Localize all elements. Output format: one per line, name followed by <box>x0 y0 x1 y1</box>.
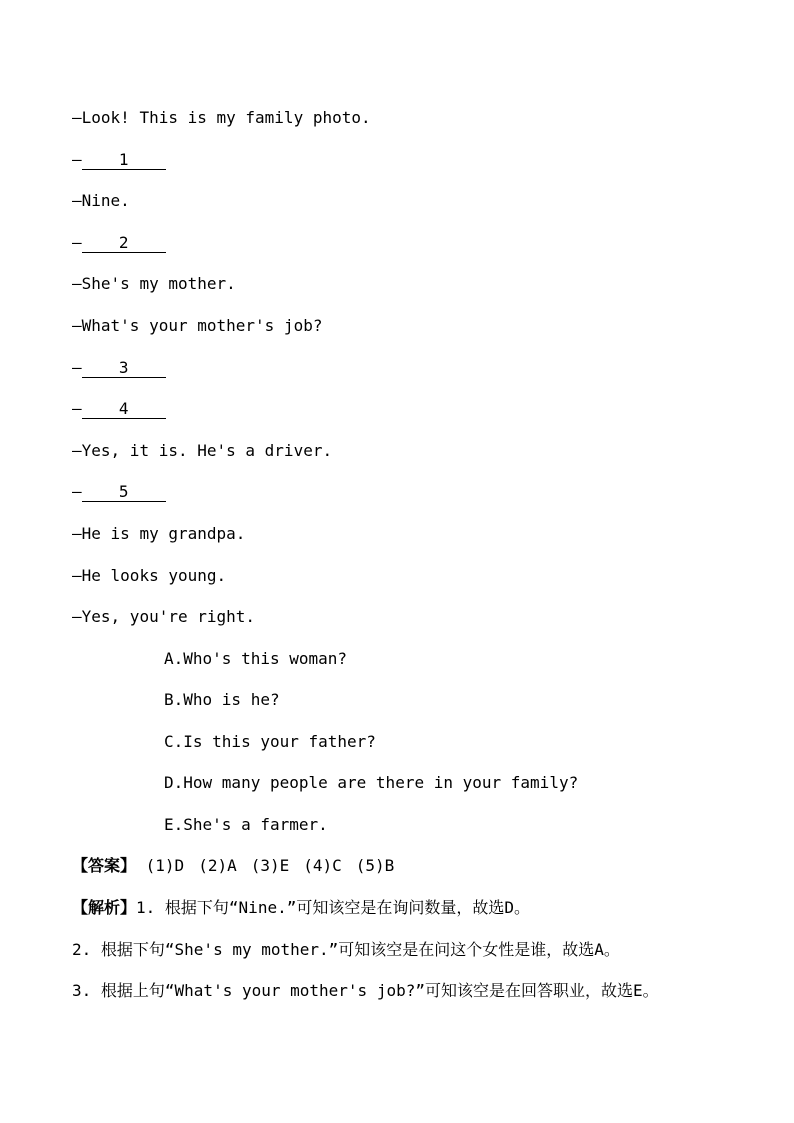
dash: — <box>72 316 82 335</box>
line-text: He looks young. <box>81 566 227 585</box>
dash: — <box>72 607 82 626</box>
dialogue-line-4 <box>72 316 322 336</box>
line-text: He is my grandpa. <box>81 524 246 543</box>
dash: — <box>72 150 82 169</box>
line-text: Nine. <box>81 191 130 210</box>
blank-line-4 <box>72 399 166 419</box>
dialogue-line-1 <box>72 108 371 128</box>
option-d: D.How many people are there in your family? <box>164 773 579 792</box>
dialogue-line-3 <box>72 274 236 294</box>
option-e: E.She's a farmer. <box>164 815 328 834</box>
dash: — <box>72 482 82 501</box>
dash: — <box>72 191 82 210</box>
option-a: A.Who's this woman? <box>164 649 348 668</box>
answer-item: (5)B <box>355 856 395 875</box>
dash: — <box>72 108 82 127</box>
dash: — <box>72 274 82 293</box>
analysis-line-2: 2. 根据下句“She's my mother.”可知该空是在问这个女性是谁，故选A。 <box>72 940 620 959</box>
blank-number: 3 <box>82 359 166 378</box>
dash: — <box>72 566 82 585</box>
answer-item: (4)C <box>303 856 342 875</box>
line-text: She's my mother. <box>81 274 236 293</box>
line-text: Yes, it is. He's a driver. <box>81 441 333 460</box>
analysis-line-1 <box>72 898 530 918</box>
dash: — <box>72 358 82 377</box>
dialogue-line-5 <box>72 441 332 461</box>
answer-item: (1)D <box>145 856 185 875</box>
option-c: C.Is this your father? <box>164 732 376 751</box>
dash: — <box>72 399 82 418</box>
blank-number: 5 <box>82 483 166 502</box>
dash: — <box>72 524 82 543</box>
option-b: B.Who is he? <box>164 690 280 709</box>
line-text: What's your mother's job? <box>81 316 323 335</box>
answer-item: (2)A <box>198 856 237 875</box>
blank-line-1 <box>72 150 166 170</box>
answer-label: 【答案】 <box>72 856 137 875</box>
line-text: Yes, you're right. <box>81 607 256 626</box>
dash: — <box>72 233 82 252</box>
blank-number: 4 <box>82 400 166 419</box>
blank-number: 2 <box>82 234 166 253</box>
dash: — <box>72 441 82 460</box>
dialogue-line-7 <box>72 566 226 586</box>
line-text: Look! This is my family photo. <box>81 108 371 127</box>
answer-line <box>72 856 394 876</box>
blank-number: 1 <box>82 151 166 170</box>
analysis-label: 【解析】 <box>72 898 137 917</box>
analysis-text: 1. 根据下句“Nine.”可知该空是在询问数量，故选D。 <box>136 898 530 917</box>
analysis-line-3: 3. 根据上句“What's your mother's job?”可知该空是在回答职业，故选E。 <box>72 981 659 1000</box>
blank-line-5 <box>72 482 166 502</box>
dialogue-line-2 <box>72 191 130 211</box>
dialogue-line-6 <box>72 524 245 544</box>
blank-line-2 <box>72 233 166 253</box>
blank-line-3 <box>72 358 166 378</box>
dialogue-line-8 <box>72 607 255 627</box>
answer-item: (3)E <box>250 856 290 875</box>
